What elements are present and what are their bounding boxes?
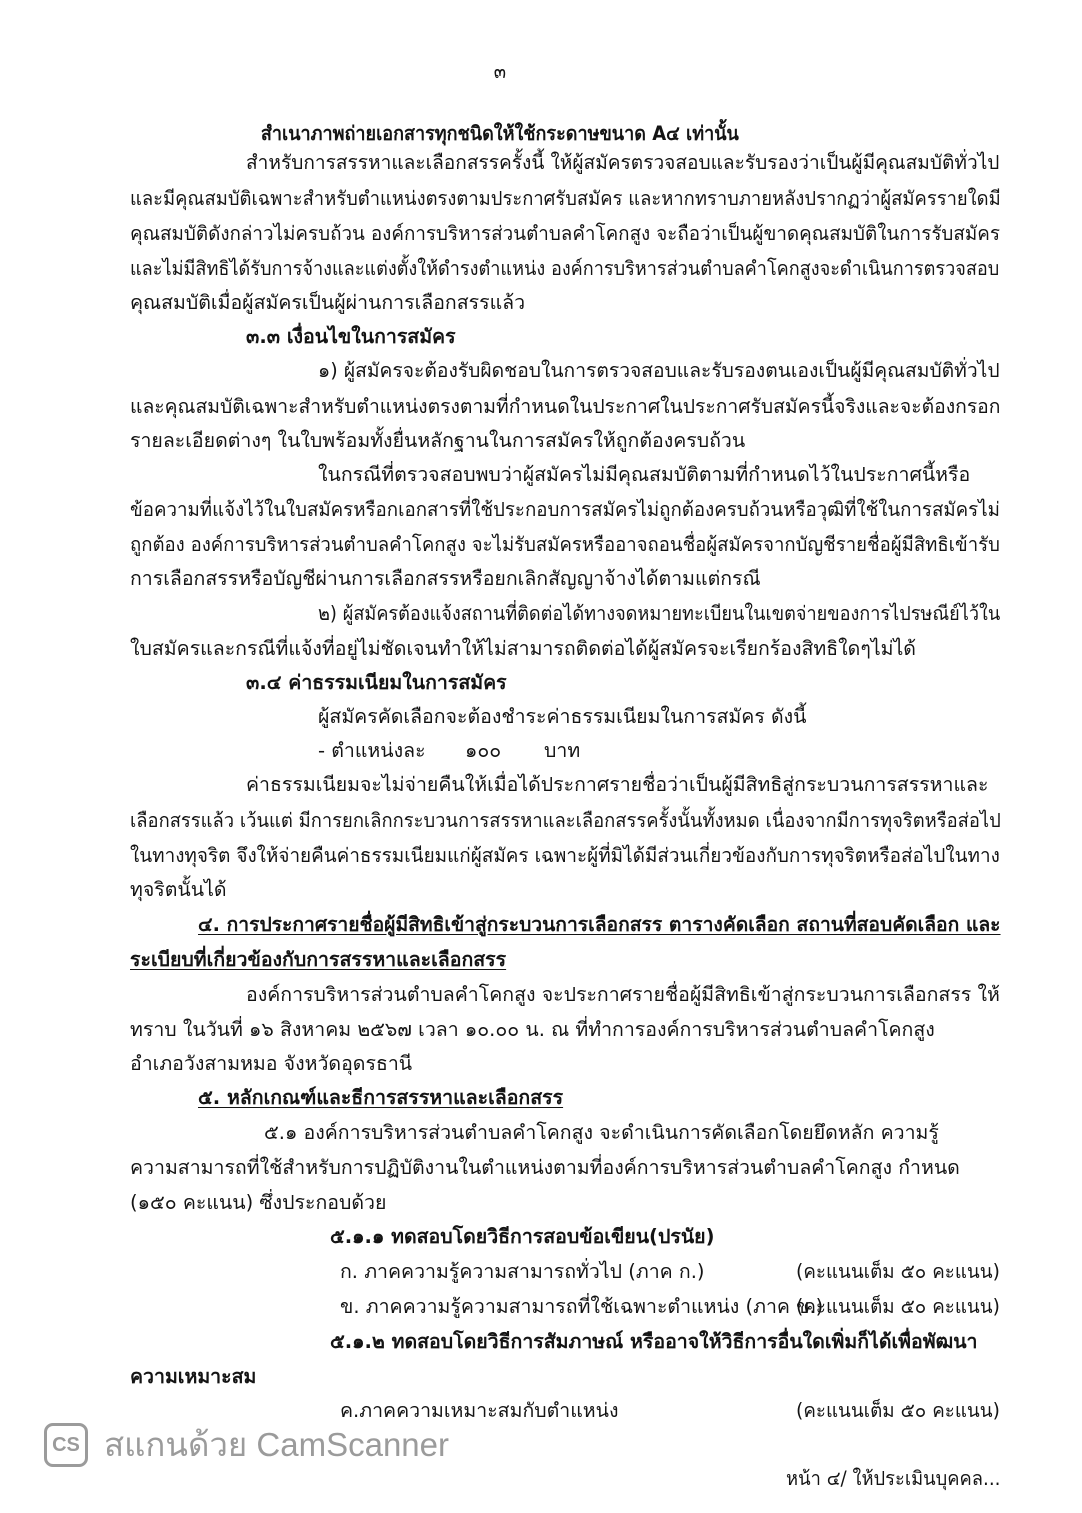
section-5-title: ๕. หลักเกณฑ์และธีการสรรหาและเลือกสรร — [198, 1086, 564, 1109]
exam-part-b-score: (คะแนนเต็ม ๕๐ คะแนน) — [796, 1295, 1000, 1318]
paragraph-line: ข้อความที่แจ้งไว้ในใบสมัครหรือกเอกสารที่ใช้ประกอบการสมัครไม่ถูกต้องครบถ้วนหรือวุฒิที่ใช้ในการสมัครไม่ — [130, 498, 1000, 521]
exam-part-b: ข. ภาคความรู้ความสามารถที่ใช้เฉพาะตำแหน่ง (ภาค ข.) — [340, 1295, 824, 1318]
intro-line: สำหรับการสรรหาและเลือกสรรครั้งนี้ ให้ผู้สมัครตรวจสอบและรับรองว่าเป็นผู้มีคุณสมบัติทั่วไป — [246, 151, 1000, 174]
fee-amount: ๑๐๐ — [465, 739, 502, 762]
intro-line: คุณสมบัติดังกล่าวไม่ครบถ้วน องค์การบริหารส่วนตำบลคำโคกสูง จะถือว่าเป็นผู้ขาดคุณสมบัติในการรับสมัคร — [130, 222, 1000, 245]
fee-label: - ตำแหน่งละ — [318, 739, 426, 762]
page-number: ๓ — [493, 60, 507, 83]
exam-part-a: ก. ภาคความรู้ความสามารถทั่วไป (ภาค ก.) — [340, 1260, 705, 1283]
paragraph-line: เลือกสรรแล้ว เว้นแต่ มีการยกเลิกกระบวนการสรรหาและเลือกสรรครั้งนั้นทั้งหมด เนื่องจากมีการทุจริตหรือส่อไป — [130, 809, 1001, 832]
paragraph-line: (๑๕๐ คะแนน) ซึ่งประกอบด้วย — [130, 1191, 387, 1214]
section-5-1-2-cont: ความเหมาะสม — [130, 1365, 257, 1388]
paragraph-line: ค่าธรรมเนียมจะไม่จ่ายคืนให้เมื่อได้ประกาศรายชื่อว่าเป็นผู้มีสิทธิสู่กระบวนการสรรหาและ — [246, 773, 989, 796]
fee-unit: บาท — [544, 739, 581, 762]
page-heading: สำเนาภาพถ่ายเอกสารทุกชนิดให้ใช้กระดาษขนาด A๔ เท่านั้น — [260, 122, 739, 145]
paragraph-line: ๕.๑ องค์การบริหารส่วนตำบลคำโคกสูง จะดำเนินการคัดเลือกโดยยึดหลัก ความรู้ — [264, 1121, 939, 1144]
continuation-note: หน้า ๔/ ให้ประเมินบุคคล... — [786, 1467, 1001, 1490]
paragraph-line: ๑) ผู้สมัครจะต้องรับผิดชอบในการตรวจสอบและรับรองตนเองเป็นผู้มีคุณสมบัติทั่วไป — [318, 359, 1000, 382]
paragraph-line: และคุณสมบัติเฉพาะสำหรับตำแหน่งตรงตามที่กำหนดในประกาศในประกาศรับสมัครนี้จริงและจะต้องกรอก — [130, 395, 1001, 418]
exam-part-c: ค.ภาคความเหมาะสมกับตำแหน่ง — [340, 1399, 619, 1422]
paragraph-line: การเลือกสรรหรือบัญชีผ่านการเลือกสรรหรือยกเลิกสัญญาจ้างได้ตามแต่กรณี — [130, 567, 761, 590]
paragraph-line: ทราบ ในวันที่ ๑๖ สิงหาคม ๒๕๖๗ เวลา ๑๐.๐๐ น. ณ ที่ทำการองค์การบริหารส่วนตำบลคำโคกสูง — [130, 1018, 935, 1041]
section-4-title-cont: ระเบียบที่เกี่ยวข้องกับการสรรหาและเลือกสรร — [130, 948, 507, 971]
paragraph-line: ในกรณีที่ตรวจสอบพบว่าผู้สมัครไม่มีคุณสมบัติตามที่กำหนดไว้ในประกาศนี้หรือ — [318, 463, 971, 486]
section-5-1-1-title: ๕.๑.๑ ทดสอบโดยวิธีการสอบข้อเขียน(ปรนัย) — [330, 1225, 715, 1248]
fee-intro: ผู้สมัครคัดเลือกจะต้องชำระค่าธรรมเนียมในการสมัคร ดังนี้ — [318, 705, 807, 728]
exam-part-a-score: (คะแนนเต็ม ๕๐ คะแนน) — [796, 1260, 1000, 1283]
paragraph-line: อำเภอวังสามหมอ จังหวัดอุดรธานี — [130, 1052, 413, 1075]
paragraph-line: ถูกต้อง องค์การบริหารส่วนตำบลคำโคกสูง จะไม่รับสมัครหรืออาจถอนชื่อผู้สมัครจากบัญชีรายชื่อผู้มีสิทธิเข้ารับ — [130, 533, 1000, 556]
paragraph-line: ใบสมัครและกรณีที่แจ้งที่อยู่ไม่ชัดเจนทำให้ไม่สามารถติดต่อได้ผู้สมัครจะเรียกร้องสิทธิใดๆไม่ได้ — [130, 637, 916, 660]
exam-part-c-score: (คะแนนเต็ม ๕๐ คะแนน) — [796, 1399, 1000, 1422]
section-4-title: ๔. การประกาศรายชื่อผู้มีสิทธิเข้าสู่กระบวนการเลือกสรร ตารางคัดเลือก สถานที่สอบคัดเลือก และ — [198, 913, 1001, 936]
paragraph-line: องค์การบริหารส่วนตำบลคำโคกสูง จะประกาศรายชื่อผู้มีสิทธิเข้าสู่กระบวนการเลือกสรร ให้ — [246, 983, 1000, 1006]
paragraph-line: ความสามารถที่ใช้สำหรับการปฏิบัติงานในตำแหน่งตามที่องค์การบริหารส่วนตำบลคำโคกสูง กำหนด — [130, 1156, 960, 1179]
intro-line: และไม่มีสิทธิได้รับการจ้างและแต่งตั้งให้ดำรงตำแหน่ง องค์การบริหารส่วนตำบลคำโคกสูงจะดำเนินการตรวจสอบ — [130, 257, 1000, 280]
section-5-1-2-title: ๕.๑.๒ ทดสอบโดยวิธีการสัมภาษณ์ หรืออาจให้วิธีการอื่นใดเพิ่มก็ได้เพื่อพัฒนา — [330, 1330, 978, 1353]
intro-line: และมีคุณสมบัติเฉพาะสำหรับตำแหน่งตรงตามประกาศรับสมัคร และหากทราบภายหลังปรากฏว่าผู้สมัครรายใดมี — [130, 187, 1001, 210]
intro-line: คุณสมบัติเมื่อผู้สมัครเป็นผู้ผ่านการเลือกสรรแล้ว — [130, 291, 526, 314]
paragraph-line: ในทางทุจริต จึงให้จ่ายคืนค่าธรรมเนียมแก่ผู้สมัคร เฉพาะผู้ที่มิได้มีส่วนเกี่ยวข้องกับการทุจริตหรือส่อไปในทาง — [130, 844, 1000, 867]
paragraph-line: รายละเอียดต่างๆ ในใบพร้อมทั้งยื่นหลักฐานในการสมัครให้ถูกต้องครบถ้วน — [130, 429, 746, 452]
camscanner-logo-icon: CS — [44, 1423, 88, 1467]
section-3-3-title: ๓.๓ เงื่อนไขในการสมัคร — [246, 325, 456, 348]
paragraph-line: ๒) ผู้สมัครต้องแจ้งสถานที่ติดต่อได้ทางจดหมายทะเบียนในเขตจ่ายของการไปรษณีย์ไว้ใน — [318, 602, 1001, 625]
camscanner-watermark: สแกนด้วย CamScanner — [104, 1426, 450, 1463]
section-3-4-title: ๓.๔ ค่าธรรมเนียมในการสมัคร — [246, 671, 507, 694]
paragraph-line: ทุจริตนั้นได้ — [130, 878, 227, 901]
